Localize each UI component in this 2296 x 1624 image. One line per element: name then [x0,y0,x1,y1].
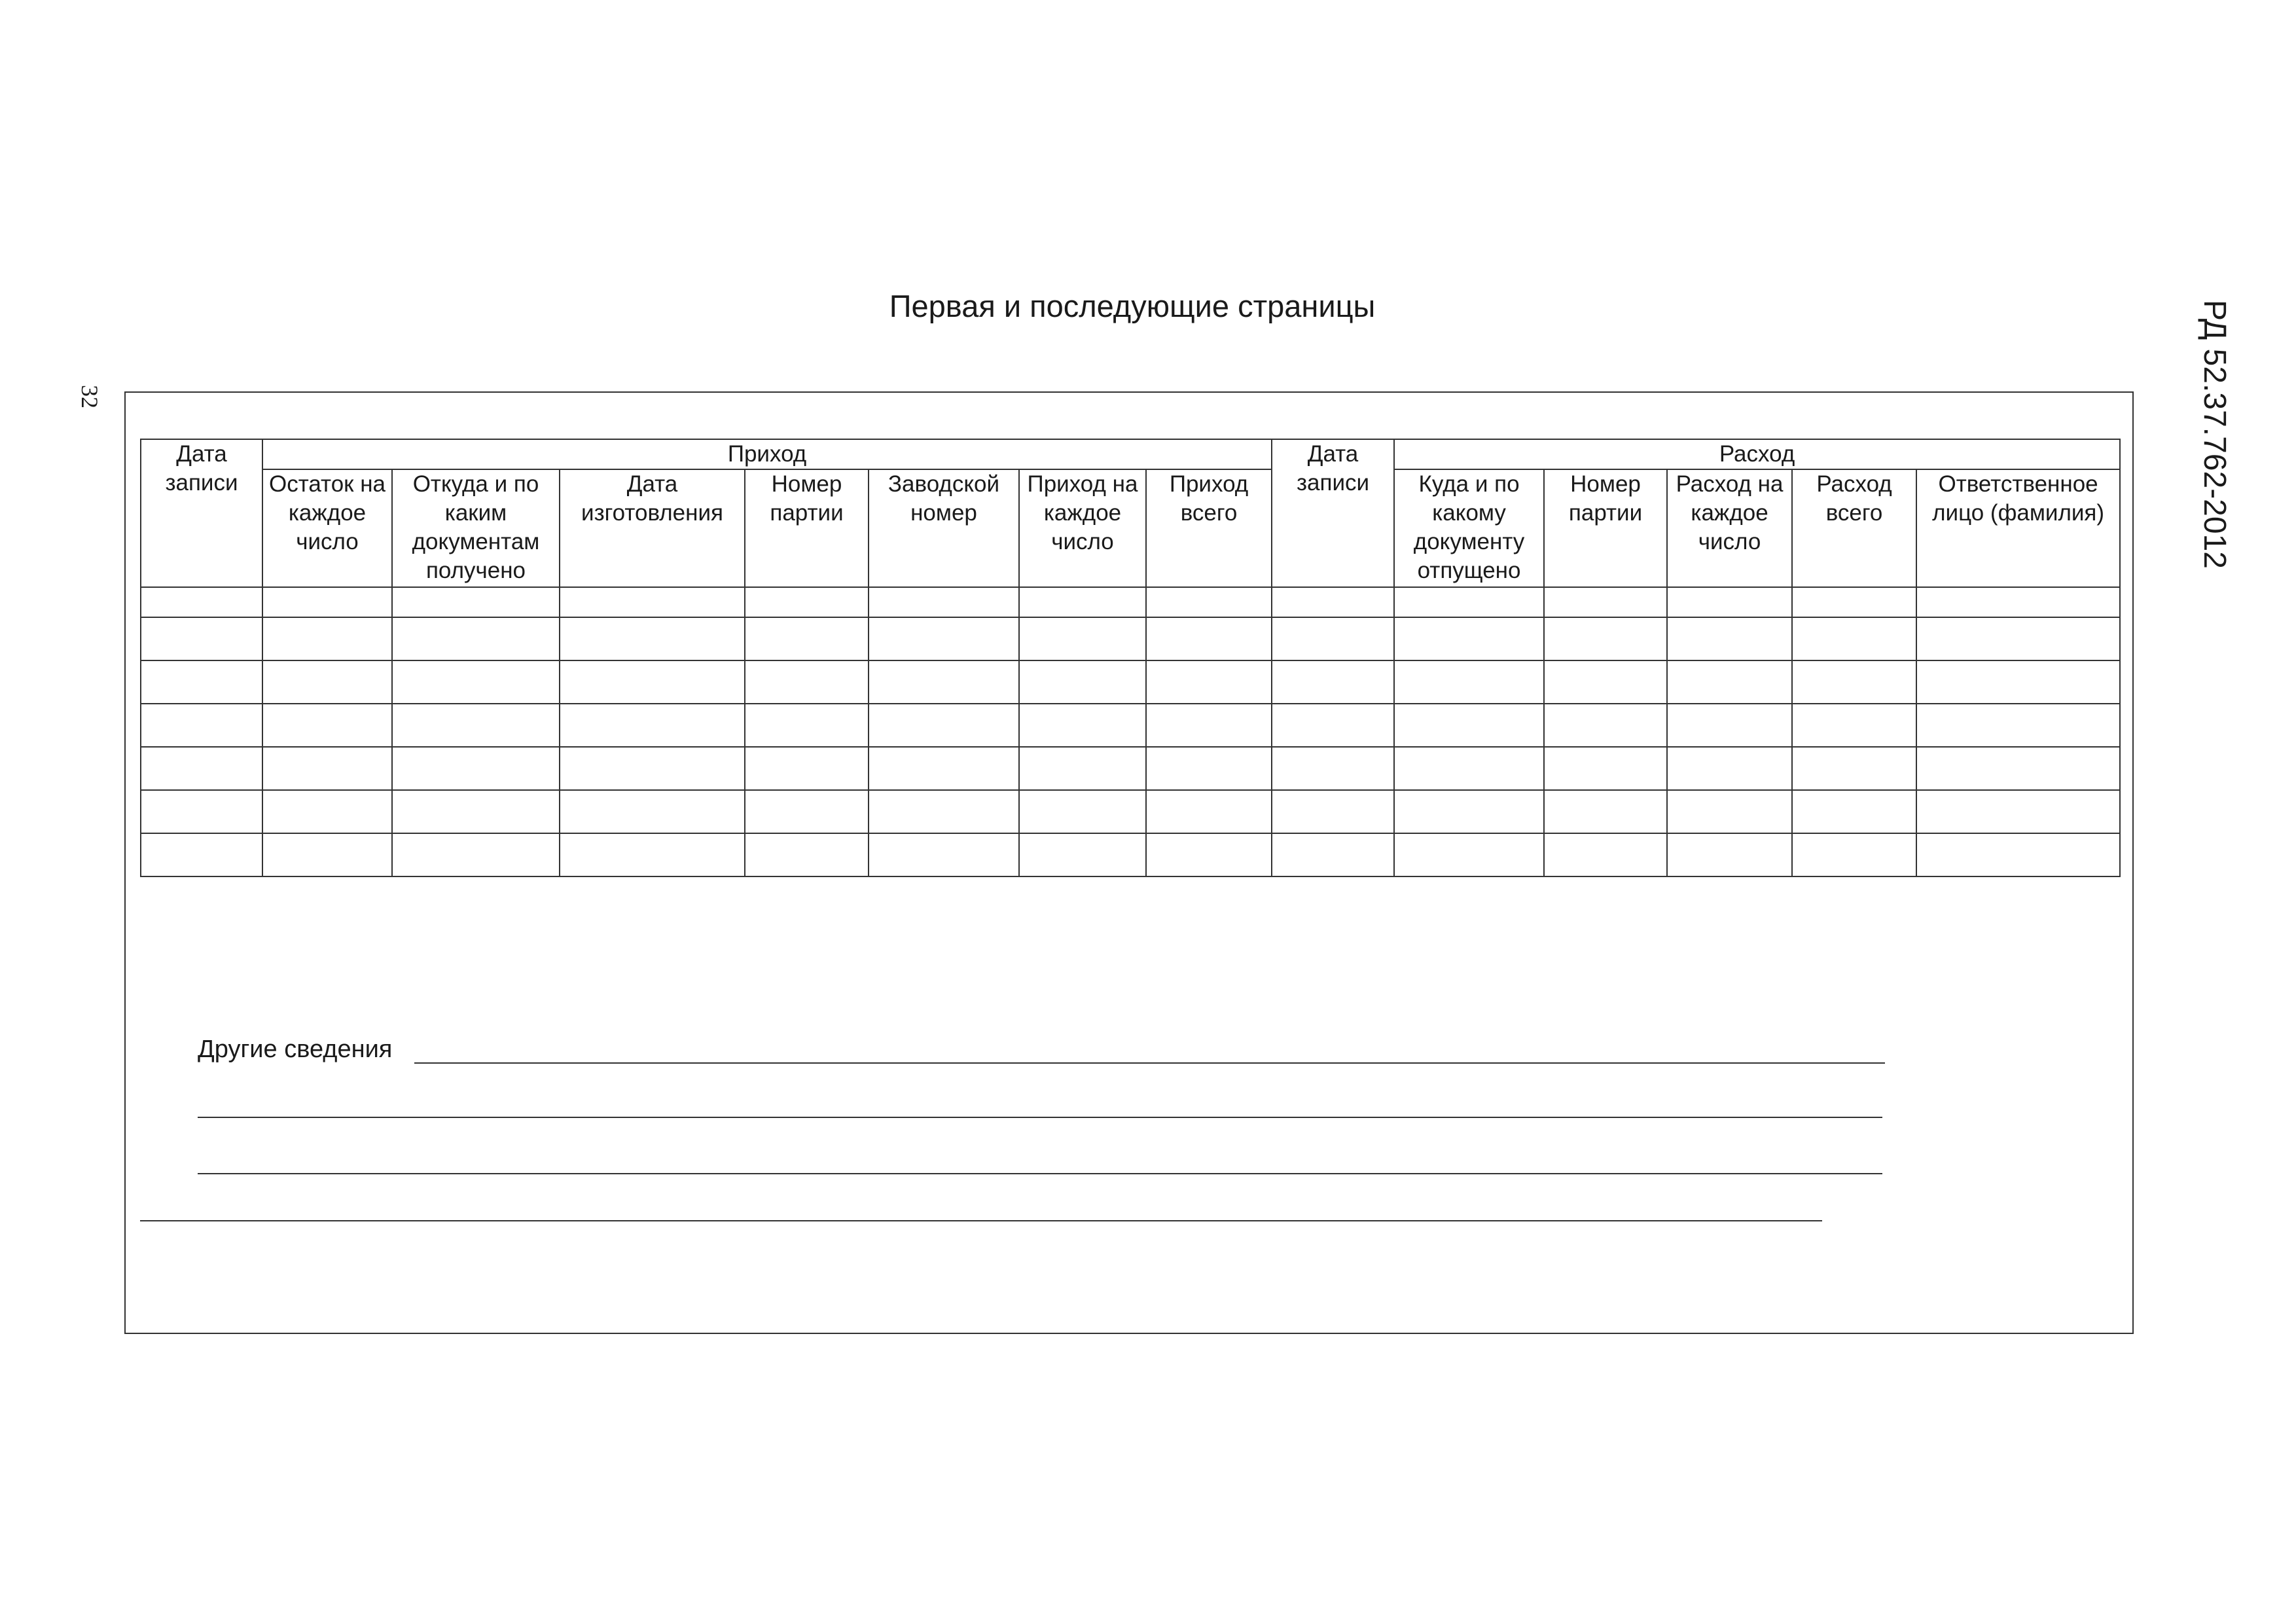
table-cell[interactable] [869,833,1019,876]
table-cell[interactable] [1916,790,2120,833]
table-cell[interactable] [1019,617,1146,660]
table-cell[interactable] [1792,660,1916,704]
table-cell[interactable] [1792,587,1916,617]
table-cell[interactable] [1272,704,1394,747]
table-cell[interactable] [1272,660,1394,704]
table-cell[interactable] [1394,704,1544,747]
table-cell[interactable] [1544,617,1667,660]
table-row [141,617,2120,660]
header-source-documents: Откуда и по каким документам получено [392,469,560,587]
header-responsible-person: Ответственное лицо (фамилия) [1916,469,2120,587]
table-cell[interactable] [392,587,560,617]
table-cell[interactable] [1146,833,1272,876]
other-info-line-1[interactable] [414,1062,1885,1064]
table-cell[interactable] [1272,747,1394,790]
ledger-body [141,587,2120,876]
table-cell[interactable] [392,747,560,790]
table-cell[interactable] [1019,704,1146,747]
table-cell[interactable] [745,587,869,617]
table-cell[interactable] [1394,617,1544,660]
table-cell[interactable] [1544,747,1667,790]
table-cell[interactable] [1019,660,1146,704]
table-cell[interactable] [1916,617,2120,660]
table-cell[interactable] [1394,747,1544,790]
table-cell[interactable] [869,660,1019,704]
table-cell[interactable] [869,704,1019,747]
table-cell[interactable] [1544,790,1667,833]
table-cell[interactable] [1916,660,2120,704]
table-cell[interactable] [141,660,262,704]
other-info-line-2[interactable] [198,1117,1882,1118]
table-cell[interactable] [560,747,745,790]
table-cell[interactable] [1667,747,1792,790]
table-cell[interactable] [262,587,392,617]
header-income-total: Приход всего [1146,469,1272,587]
header-date-right: Дата записи [1272,439,1394,587]
table-cell[interactable] [869,617,1019,660]
table-cell[interactable] [262,704,392,747]
table-cell[interactable] [1792,790,1916,833]
table-cell[interactable] [1544,833,1667,876]
table-row [141,587,2120,617]
header-serial-number: Заводской номер [869,469,1019,587]
table-cell[interactable] [262,617,392,660]
table-cell[interactable] [560,660,745,704]
table-cell[interactable] [560,617,745,660]
table-cell[interactable] [1792,833,1916,876]
header-income-group: Приход [262,439,1272,469]
header-income-per-date: Приход на каждое число [1019,469,1146,587]
ledger-table [140,439,2121,877]
table-row [141,704,2120,747]
table-cell[interactable] [1667,587,1792,617]
table-cell[interactable] [1272,790,1394,833]
table-cell[interactable] [1916,747,2120,790]
table-cell[interactable] [1394,833,1544,876]
table-row [141,747,2120,790]
header-balance: Остаток на каждое число [262,469,392,587]
table-cell[interactable] [1544,587,1667,617]
table-cell[interactable] [141,833,262,876]
table-cell[interactable] [1272,587,1394,617]
table-cell[interactable] [1544,660,1667,704]
table-cell[interactable] [141,747,262,790]
table-cell[interactable] [262,833,392,876]
table-cell[interactable] [1146,747,1272,790]
table-row [141,833,2120,876]
table-cell[interactable] [869,587,1019,617]
table-cell[interactable] [392,704,560,747]
table-cell[interactable] [262,790,392,833]
table-cell[interactable] [1146,617,1272,660]
table-cell[interactable] [1019,833,1146,876]
table-cell[interactable] [141,790,262,833]
table-cell[interactable] [1019,587,1146,617]
header-expense-per-date: Расход на каждое число [1667,469,1792,587]
table-cell[interactable] [745,617,869,660]
table-cell[interactable] [392,833,560,876]
header-expense-group: Расход [1394,439,2120,469]
table-cell[interactable] [1019,747,1146,790]
table-cell[interactable] [560,587,745,617]
table-cell[interactable] [869,747,1019,790]
header-manufacture-date: Дата изготовления [560,469,745,587]
table-cell[interactable] [1544,704,1667,747]
header-destination-document: Куда и по какому документу отпущено [1394,469,1544,587]
table-cell[interactable] [141,587,262,617]
table-cell[interactable] [1272,617,1394,660]
table-cell[interactable] [1667,833,1792,876]
table-cell[interactable] [141,704,262,747]
header-date-left: Дата записи [141,439,262,587]
table-row [141,660,2120,704]
table-cell[interactable] [1394,660,1544,704]
table-cell[interactable] [262,660,392,704]
table-cell[interactable] [1916,833,2120,876]
other-info-line-3[interactable] [198,1173,1882,1174]
table-cell[interactable] [869,790,1019,833]
table-cell[interactable] [1146,660,1272,704]
table-cell[interactable] [745,747,869,790]
table-cell[interactable] [262,747,392,790]
table-cell[interactable] [1146,790,1272,833]
page-number: 32 [77,385,103,408]
table-cell[interactable] [1272,833,1394,876]
table-cell[interactable] [560,704,745,747]
table-cell[interactable] [745,660,869,704]
document-code: РД 52.37.762-2012 [2197,300,2232,569]
table-cell[interactable] [1792,747,1916,790]
table-row [141,790,2120,833]
table-cell[interactable] [1146,587,1272,617]
table-cell[interactable] [745,704,869,747]
table-cell[interactable] [1667,704,1792,747]
table-cell[interactable] [141,617,262,660]
table-cell[interactable] [745,833,869,876]
other-info-label: Другие сведения [198,1036,393,1063]
table-cell[interactable] [1792,704,1916,747]
page-title: Первая и последующие страницы [889,289,1376,323]
table-cell[interactable] [1792,617,1916,660]
table-cell[interactable] [1916,704,2120,747]
table-cell[interactable] [1667,790,1792,833]
table-cell[interactable] [392,660,560,704]
header-expense-total: Расход всего [1792,469,1916,587]
table-cell[interactable] [745,790,869,833]
other-info-line-4[interactable] [140,1220,1822,1221]
table-cell[interactable] [560,833,745,876]
header-batch-number: Номер партии [745,469,869,587]
table-cell[interactable] [1146,704,1272,747]
table-cell[interactable] [1916,587,2120,617]
table-cell[interactable] [1394,587,1544,617]
table-cell[interactable] [1667,660,1792,704]
table-cell[interactable] [392,790,560,833]
table-cell[interactable] [1667,617,1792,660]
table-cell[interactable] [1019,790,1146,833]
table-cell[interactable] [392,617,560,660]
table-cell[interactable] [1394,790,1544,833]
header-expense-batch-number: Номер партии [1544,469,1667,587]
table-cell[interactable] [560,790,745,833]
